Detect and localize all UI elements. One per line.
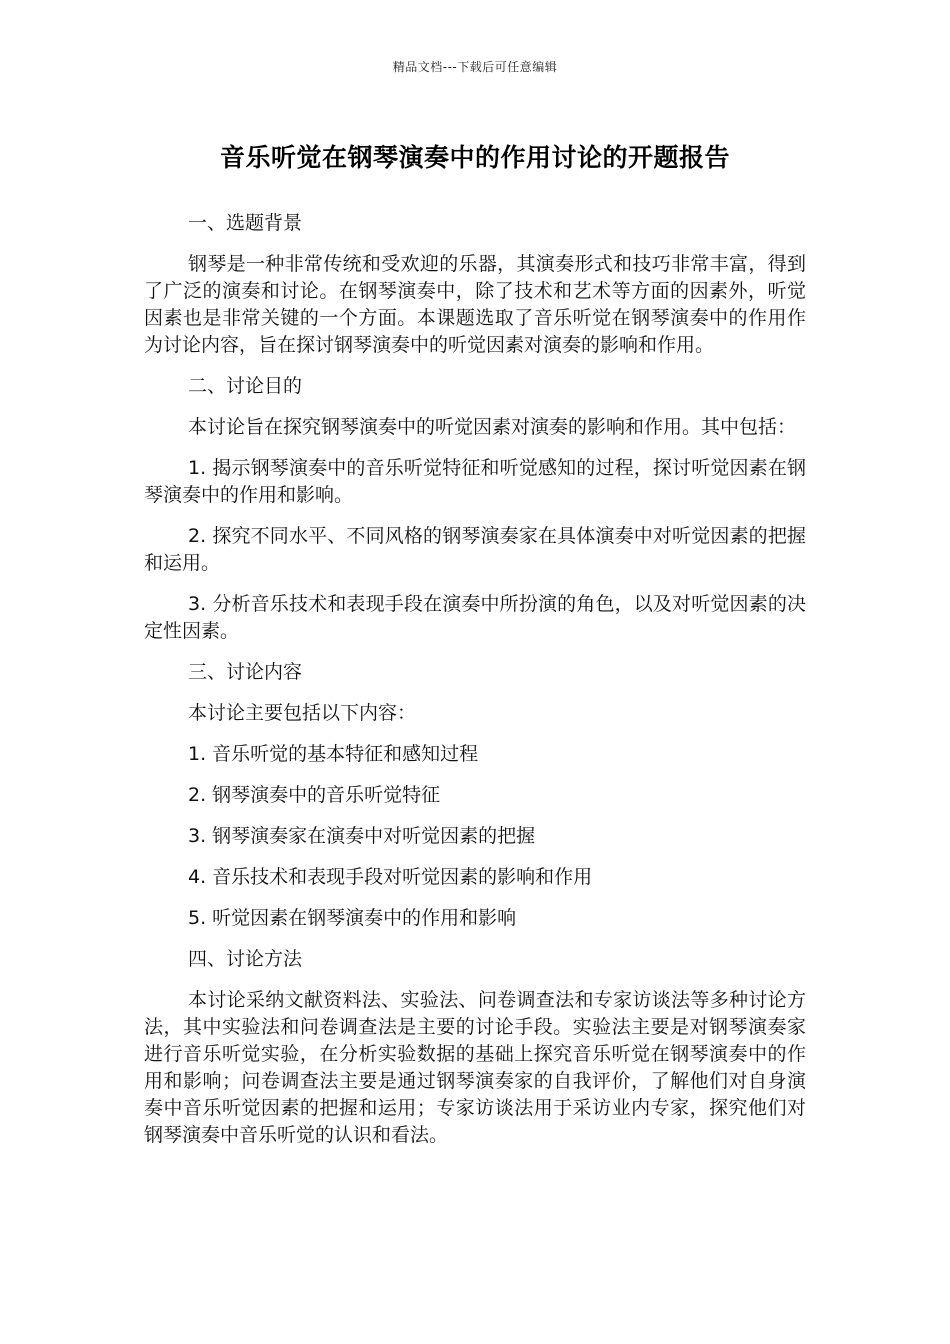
list-item: 1. 音乐听觉的基本特征和感知过程 [188,743,479,765]
section-heading-method: 四、讨论方法 [188,948,303,970]
section-heading-background: 一、选题背景 [188,212,303,234]
paragraph-purpose-intro: 本讨论旨在探究钢琴演奏中的听觉因素对演奏的影响和作用。其中包括： [188,416,797,438]
list-item: 4. 音乐技术和表现手段对听觉因素的影响和作用 [188,866,593,888]
list-item: 2. 探究不同水平、不同风格的钢琴演奏家在具体演奏中对听觉因素的把握和运用。 [144,525,806,574]
section-heading-content: 三、讨论内容 [188,661,303,683]
paragraph-content-intro: 本讨论主要包括以下内容： [188,702,417,724]
list-item: 3. 钢琴演奏家在演奏中对听觉因素的把握 [188,825,536,847]
paragraph-background: 钢琴是一种非常传统和受欢迎的乐器，其演奏形式和技巧非常丰富，得到了广泛的演奏和讨论。在钢琴演奏中，除了技术和艺术等方面的因素外，听觉因素也是非常关键的一个方面。本课题选取了音乐听觉在钢琴演奏中的作用作为讨论内容，旨在探讨钢琴演奏中的听觉因素对演奏的影响和作用。 [144,253,806,356]
list-item: 3. 分析音乐技术和表现手段在演奏中所扮演的角色，以及对听觉因素的决定性因素。 [144,593,806,642]
page-header: 精品文档---下载后可任意编辑 [392,60,558,74]
paragraph-method: 本讨论采纳文献资料法、实验法、问卷调查法和专家访谈法等多种讨论方法，其中实验法和问卷调查法是主要的讨论手段。实验法主要是对钢琴演奏家进行音乐听觉实验，在分析实验数据的基础上探究音乐听觉在钢琴演奏中的作用和影响；问卷调查法主要是通过钢琴演奏家的自我评价，了解他们对自身演奏中音乐听觉因素的把握和运用；专家访谈法用于采访业内专家，探究他们对钢琴演奏中音乐听觉的认识和看法。 [144,989,806,1146]
section-heading-purpose: 二、讨论目的 [188,375,303,397]
list-item: 5. 听觉因素在钢琴演奏中的作用和影响 [188,907,517,929]
list-item: 2. 钢琴演奏中的音乐听觉特征 [188,784,441,806]
document-title: 音乐听觉在钢琴演奏中的作用讨论的开题报告 [219,143,730,172]
document-body [144,210,806,1149]
list-item: 1. 揭示钢琴演奏中的音乐听觉特征和听觉感知的过程，探讨听觉因素在钢琴演奏中的作用和影响。 [144,457,806,506]
